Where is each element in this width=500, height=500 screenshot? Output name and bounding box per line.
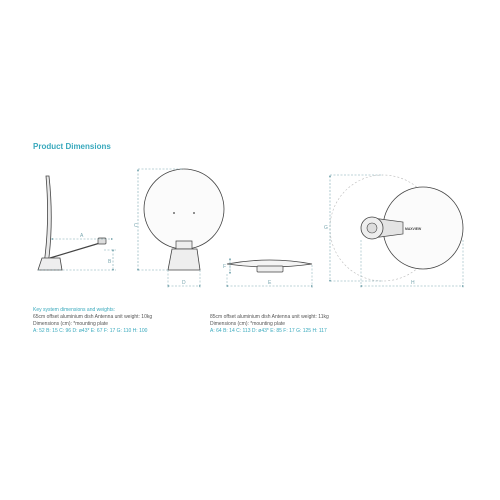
key-heading: Key system dimensions and weights: [33,307,115,313]
side-view [38,176,116,270]
dimension-label-g: G [324,225,328,231]
base-unit-front [168,249,200,270]
top-view [324,175,463,288]
dish-side-profile [44,176,51,265]
dimension-label-a: A [80,233,84,239]
spec-85-description: 85cm offset aluminium dish Antenna unit weight: 11kg [210,314,329,320]
dimension-label-d: D [182,280,186,286]
dimension-label-c: C [134,223,138,229]
feed-arm [50,243,100,258]
base-unit [38,258,62,270]
page-title: Product Dimensions [33,142,111,151]
dimension-label-f: F [223,264,227,270]
mount-bracket [176,241,192,249]
dish-front [144,169,224,249]
spec-block-85cm [210,314,329,335]
spec-block-65cm [33,307,152,335]
dimension-label-h: H [411,280,415,286]
front-view [134,169,227,288]
spec-65-units: Dimensions (cm): *mounting plate [33,321,109,327]
dimension-label-b: B [108,259,112,265]
spec-85-units: Dimensions (cm): *mounting plate [210,321,286,327]
base-unit-folded [257,266,283,272]
folded-view [223,258,312,288]
spec-65-description: 65cm offset aluminium dish Antenna unit weight: 10kg [33,314,153,320]
spec-85-values: A: 64 B: 14 C: 113 D: ø43* E: 85 F: 17 G: 125 H: 117 [210,328,327,334]
dimension-label-e: E [268,280,272,286]
spec-65-values: A: 52 B: 15 C: 96 D: ø43* E: 67 F: 17 G: 110 H: 100 [33,328,148,334]
brand-logo: MAXVIEW [405,227,422,231]
